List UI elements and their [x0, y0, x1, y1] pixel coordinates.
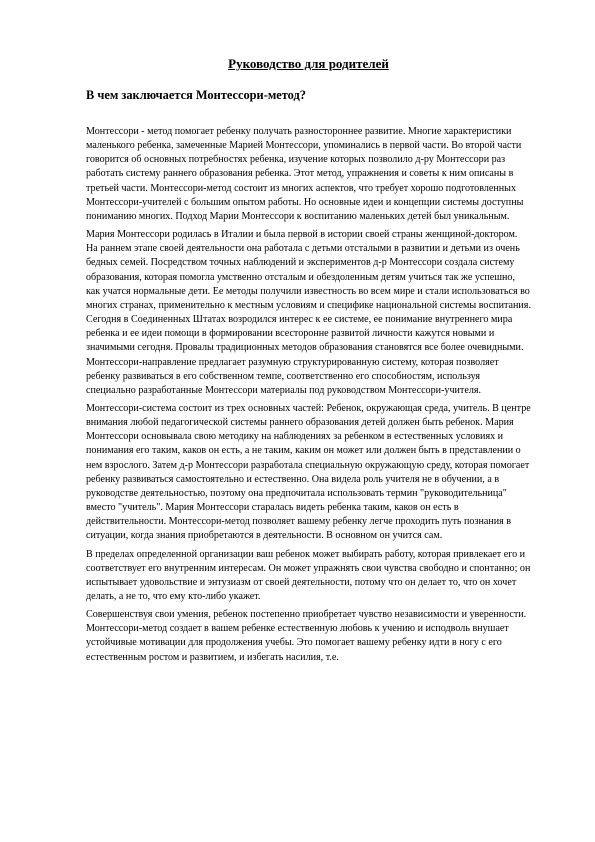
paragraph-4: В пределах определенной организации ваш ребенок может выбирать работу, которая привлекает его и соответствует его внутренним интересам. Он может упражнять свои чувства свободно и спонтанно; он испытывает удовольствие и энтузиазм от своей деятельности, потому что он делает то, что он хочет делать, а не то, что ему кто-либо укажет. — [86, 548, 531, 602]
paragraph-5: Совершенствуя свои умения, ребенок постепенно приобретает чувство независимости и уверенности. Монтессори-метод создает в вашем ребенке естественную любовь к учению и исподволь внушает устойчивые мотивации для продолжения учебы. Это помогает вашему ребенку идти в ногу с его естественным ростом и развитием, и избегать насилия, т.е. — [86, 609, 527, 663]
section-heading: В чем заключается Монтессори-метод? — [86, 88, 306, 102]
paragraph-2: Мария Монтессори родилась в Италии и была первой в истории своей страны женщиной-доктором. На раннем этапе своей деятельности она работала с детьми отсталыми в развитии и детьми из очень бедных семей. Посредством точных наблюдений и экспериментов д-р Монтессори создала систему образования, которая помогла умственно отсталым и обездоленным детям учиться так же успешно, как учатся нормальные дети. Ее методы получили известность во всем мире и стали использоваться во многих странах, применительно к местным условиям и специфике национальной системы воспитания. Сегодня в Соединенных Штатах возродился интерес к ее системе, ее понимание внутреннего мира ребенка и ее идеи помощи в формировании всесторонне развитой личности кажутся новыми и значимыми сегодня. Провалы традиционных методов образования становятся все более очевидными. Монтессори-направление предлагает разумную структурированную систему, которая позволяет ребенку развиваться в его собственном темпе, соответственно его способностям, используя специально разработанные Монтессори материалы под руководством Монтессори-учителя. — [86, 229, 531, 396]
document-title: Руководство для родителей — [228, 56, 389, 71]
paragraph-1: Монтессори - метод помогает ребенку получать разностороннее развитие. Многие характеристики маленького ребенка, замеченные Марией Монтессори, упоминались в первой части. Во второй части говорится об основных потребностях ребенка, изучение которых позволило д-ру Монтессори раз работать систему раннего образования ребенка. Этот метод, упражнения и советы к ним описаны в третьей части. Монтессори-метод состоит из многих аспектов, что требует хорошо подготовленных Монтессори-учителей с большим опытом работы. Но основные идеи и концепции системы доступны пониманию многих. Подход Марии Монтессори к воспитанию маленьких детей был уникальным. — [86, 126, 524, 222]
paragraph-3: Монтессори-система состоит из трех основных частей: Ребенок, окружающая среда, учитель. В центре внимания любой педагогической системы раннего образования детей должен быть ребенок. Мария Монтессори основывала свою методику на наблюдениях за ребенком в естественных условиях и понимания его таким, каков он есть, а не таким, каким он может или должен быть в представлении о нем взрослого. Затем д-р Монтессори разработала специальную окружающую среду, которая помогает ребенку развиваться самостоятельно и естественно. Она видела роль учителя не в обучении, а в руководстве деятельностью, поэтому она предпочитала использовать термин "руководительница" вместо "учитель". Мария Монтессори старалась видеть ребенка таким, каков он есть в действительности. Монтессори-метод позволяет вашему ребенку легче проходить путь познания в ситуации, когда знания приобретаются в деятельности. В основном он учится сам. — [86, 402, 531, 542]
